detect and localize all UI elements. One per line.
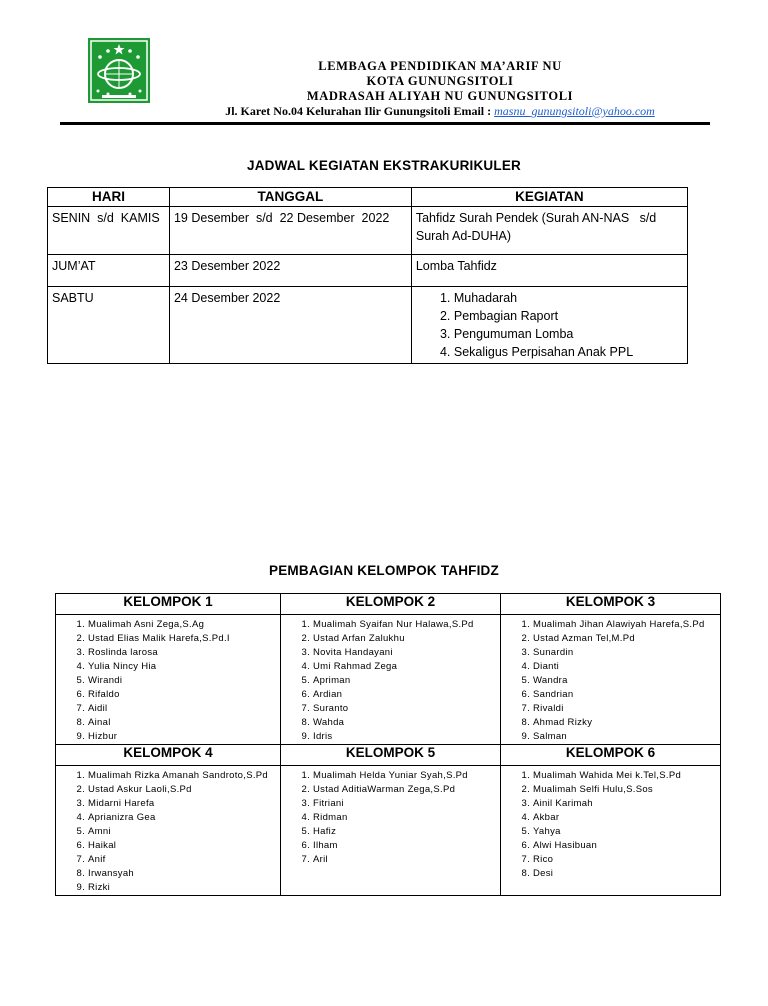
group-5-members — [281, 766, 501, 896]
member-item: 2. Ustad Elias Malik Harefa,S.Pd.I — [88, 632, 280, 646]
groups-header-row — [56, 745, 721, 766]
letterhead-divider — [60, 122, 710, 125]
school-name: MADRASAH ALIYAH NU GUNUNGSITOLI — [306, 89, 574, 103]
member-item: 5. Wirandi — [88, 674, 280, 688]
schedule-header-row — [48, 188, 688, 207]
member-item: 8. Desi — [533, 867, 720, 881]
member-item: 7. Aril — [313, 853, 500, 867]
member-item: 1. Mualimah Jihan Alawiyah Harefa,S.Pd — [533, 618, 720, 632]
list-item: 2. Pembagian Raport — [454, 307, 683, 325]
member-item: 6. Haikal — [88, 839, 280, 853]
member-item: 5. Amni — [88, 825, 280, 839]
institution-name: LEMBAGA PENDIDIKAN MA’ARIF NU — [318, 59, 562, 73]
groups-members-row — [56, 615, 721, 745]
group-2-header: KELOMPOK 2 — [281, 594, 501, 615]
member-item: 3. Sunardin — [533, 646, 720, 660]
group-4-header: KELOMPOK 4 — [56, 745, 281, 766]
member-item: 2. Ustad Azman Tel,M.Pd — [533, 632, 720, 646]
member-list — [501, 769, 720, 881]
cell-kegiatan-list — [411, 287, 687, 364]
member-item: 6. Alwi Hasibuan — [533, 839, 720, 853]
cell-hari: SABTU — [48, 287, 170, 364]
schedule-row — [48, 287, 688, 364]
cell-hari: SENIN s/d KAMIS — [48, 207, 170, 255]
member-item: 3. Fitriani — [313, 797, 500, 811]
groups-header-row — [56, 594, 721, 615]
list-item: 4. Sekaligus Perpisahan Anak PPL — [454, 343, 683, 361]
address-line — [150, 104, 730, 119]
schedule-row — [48, 207, 688, 255]
member-item: 5. Apriman — [313, 674, 500, 688]
cell-tanggal: 23 Desember 2022 — [169, 255, 411, 287]
activity-list — [416, 289, 683, 361]
member-item: 9. Rizki — [88, 881, 280, 895]
groups-members-row — [56, 766, 721, 896]
member-list — [56, 618, 280, 744]
member-item: 9. Salman — [533, 730, 720, 744]
member-item: 7. Aidil — [88, 702, 280, 716]
member-item: 6. Ardian — [313, 688, 500, 702]
member-item: 9. Idris — [313, 730, 500, 744]
header-hari: HARI — [48, 188, 170, 207]
header-kegiatan: KEGIATAN — [411, 188, 687, 207]
member-list — [281, 618, 500, 744]
member-item: 4. Umi Rahmad Zega — [313, 660, 500, 674]
header-tanggal: TANGGAL — [169, 188, 411, 207]
cell-hari: JUM’AT — [48, 255, 170, 287]
member-item: 1. Mualimah Asni Zega,S.Ag — [88, 618, 280, 632]
group-1-header: KELOMPOK 1 — [56, 594, 281, 615]
member-item: 7. Anif — [88, 853, 280, 867]
member-item: 4. Yulia Nincy Hia — [88, 660, 280, 674]
member-list — [501, 618, 720, 744]
member-item: 3. Roslinda larosa — [88, 646, 280, 660]
member-item: 1. Mualimah Wahida Mei k.Tel,S.Pd — [533, 769, 720, 783]
member-item: 1. Mualimah Syaifan Nur Halawa,S.Pd — [313, 618, 500, 632]
group-3-header: KELOMPOK 3 — [501, 594, 721, 615]
list-item: 1. Muhadarah — [454, 289, 683, 307]
member-item: 8. Ainal — [88, 716, 280, 730]
member-item: 6. Ilham — [313, 839, 500, 853]
groups-title: PEMBAGIAN KELOMPOK TAHFIDZ — [269, 563, 499, 578]
member-item: 5. Wandra — [533, 674, 720, 688]
schedule-row — [48, 255, 688, 287]
member-item: 7. Rivaldi — [533, 702, 720, 716]
member-item: 6. Rifaldo — [88, 688, 280, 702]
cell-tanggal: 19 Desember s/d 22 Desember 2022 — [169, 207, 411, 255]
group-6-header: KELOMPOK 6 — [501, 745, 721, 766]
group-2-members — [281, 615, 501, 745]
address-text: Jl. Karet No.04 Kelurahan Ilir Gunungsitoli Email : — [225, 104, 492, 118]
city-name: KOTA GUNUNGSITOLI — [366, 74, 514, 88]
member-item: 2. Mualimah Selfi Hulu,S.Sos — [533, 783, 720, 797]
group-1-members — [56, 615, 281, 745]
group-5-header: KELOMPOK 5 — [281, 745, 501, 766]
group-4-members — [56, 766, 281, 896]
groups-table — [55, 593, 721, 896]
member-item: 8. Irwansyah — [88, 867, 280, 881]
member-item: 2. Ustad Arfan Zalukhu — [313, 632, 500, 646]
nu-logo — [88, 38, 150, 103]
group-3-members — [501, 615, 721, 745]
member-item: 2. Ustad Askur Laoli,S.Pd — [88, 783, 280, 797]
member-item: 2. Ustad AditiaWarman Zega,S.Pd — [313, 783, 500, 797]
member-item: 4. Dianti — [533, 660, 720, 674]
schedule-table — [47, 187, 688, 364]
member-list — [281, 769, 500, 867]
member-item: 4. Akbar — [533, 811, 720, 825]
cell-kegiatan: Lomba Tahfidz — [411, 255, 687, 287]
member-item: 4. Ridman — [313, 811, 500, 825]
cell-tanggal: 24 Desember 2022 — [169, 287, 411, 364]
member-item: 3. Midarni Harefa — [88, 797, 280, 811]
member-item: 5. Yahya — [533, 825, 720, 839]
member-item: 3. Novita Handayani — [313, 646, 500, 660]
member-item: 6. Sandrian — [533, 688, 720, 702]
schedule-title: JADWAL KEGIATAN EKSTRAKURIKULER — [247, 158, 521, 173]
email-link[interactable]: masnu_gunungsitoli@yahoo.com — [494, 104, 655, 118]
list-item: 3. Pengumuman Lomba — [454, 325, 683, 343]
cell-kegiatan: Tahfidz Surah Pendek (Surah AN-NAS s/d Surah Ad-DUHA) — [411, 207, 687, 255]
member-item: 5. Hafiz — [313, 825, 500, 839]
member-list — [56, 769, 280, 895]
member-item: 7. Rico — [533, 853, 720, 867]
member-item: 3. Ainil Karimah — [533, 797, 720, 811]
member-item: 1. Mualimah Helda Yuniar Syah,S.Pd — [313, 769, 500, 783]
member-item: 8. Ahmad Rizky — [533, 716, 720, 730]
member-item: 9. Hizbur — [88, 730, 280, 744]
member-item: 1. Mualimah Rizka Amanah Sandroto,S.Pd — [88, 769, 280, 783]
group-6-members — [501, 766, 721, 896]
member-item: 4. Aprianizra Gea — [88, 811, 280, 825]
member-item: 8. Wahda — [313, 716, 500, 730]
member-item: 7. Suranto — [313, 702, 500, 716]
